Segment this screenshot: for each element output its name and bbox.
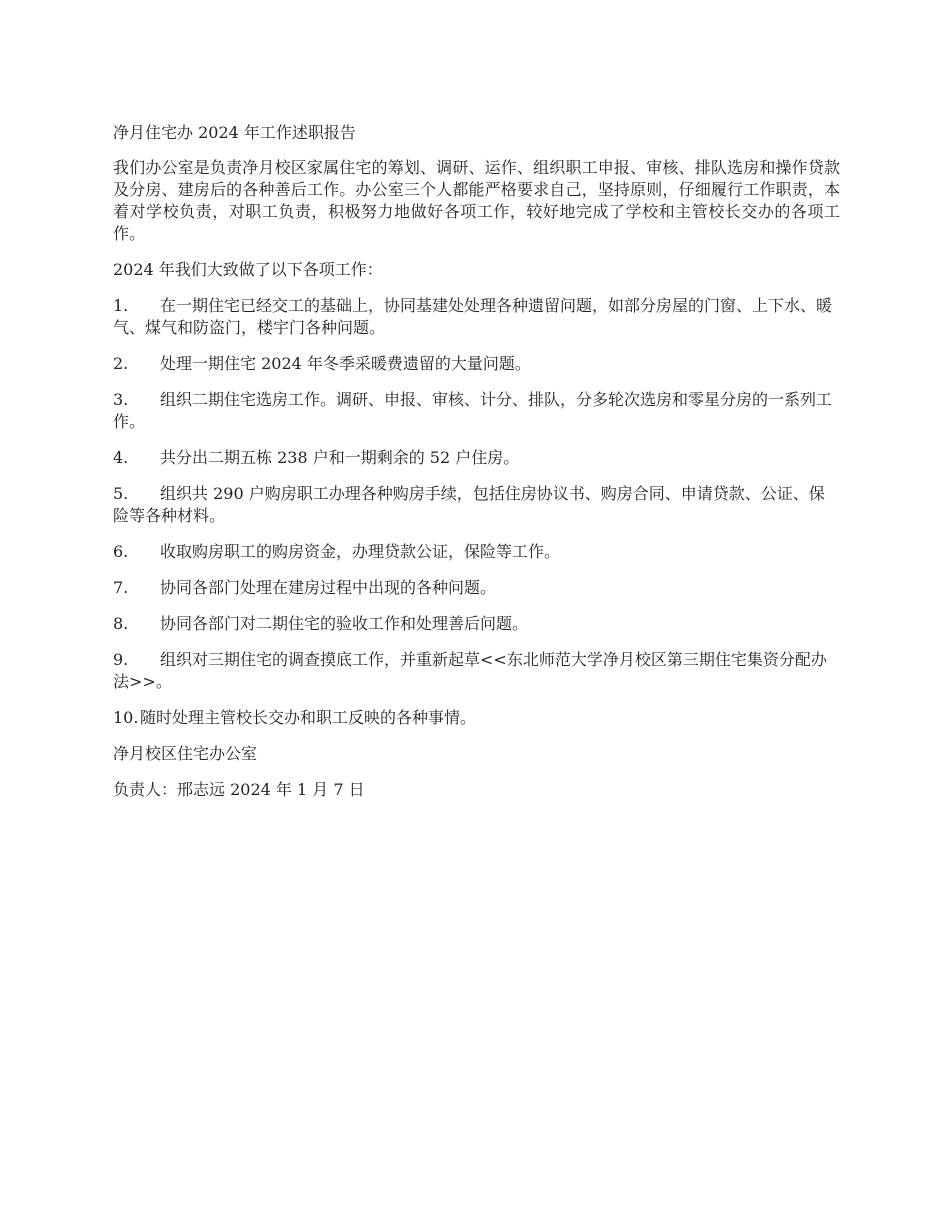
item-text: 共分出二期五栋 238 户和一期剩余的 52 户住房。	[160, 448, 520, 467]
item-text: 随时处理主管校长交办和职工反映的各种事情。	[140, 708, 477, 727]
item-number: 4.	[113, 448, 129, 467]
list-item	[113, 541, 840, 563]
item-text: 组织二期住宅选房工作。调研、申报、审核、计分、排队，分多轮次选房和零星分房的一系列工作。	[113, 390, 833, 431]
office-name: 净月校区住宅办公室	[113, 744, 258, 763]
item-number: 7.	[113, 578, 129, 597]
item-text: 组织对三期住宅的调查摸底工作，并重新起草<<东北师范大学净月校区第三期住宅集资分配办法>>。	[113, 650, 827, 691]
list-item	[113, 389, 840, 433]
item-number: 8.	[113, 614, 129, 633]
item-number: 3.	[113, 390, 129, 409]
list-item	[113, 707, 840, 729]
list-item	[113, 483, 840, 527]
item-text: 收取购房职工的购房资金，办理贷款公证，保险等工作。	[160, 542, 561, 561]
document-title: 净月住宅办 2024 年工作述职报告	[113, 123, 356, 142]
list-item	[113, 649, 840, 693]
item-number: 5.	[113, 484, 129, 503]
item-text: 协同各部门处理在建房过程中出现的各种问题。	[160, 578, 497, 597]
item-number: 10.	[113, 708, 139, 727]
list-item	[113, 353, 840, 375]
item-text: 处理一期住宅 2024 年冬季采暖费遗留的大量问题。	[160, 354, 531, 373]
list-item	[113, 447, 840, 469]
list-item	[113, 613, 840, 635]
work-item-list	[113, 295, 840, 729]
item-number: 1.	[113, 296, 129, 315]
item-number: 2.	[113, 354, 129, 373]
item-text: 协同各部门对二期住宅的验收工作和处理善后问题。	[160, 614, 529, 633]
signature-line: 负责人：邢志远 2024 年 1 月 7 日	[113, 780, 365, 799]
list-item	[113, 295, 840, 339]
list-item	[113, 577, 840, 599]
item-number: 6.	[113, 542, 129, 561]
summary-heading: 2024 年我们大致做了以下各项工作：	[113, 260, 383, 279]
intro-paragraph: 我们办公室是负责净月校区家属住宅的筹划、调研、运作、组织职工申报、审核、排队选房和操作贷款及分房、建房后的各种善后工作。办公室三个人都能严格要求自己，坚持原则，仔细履行工作职责，本着对学校负责，对职工负责，积极努力地做好各项工作，较好地完成了学校和主管校长交办的各项工作。	[113, 158, 840, 243]
item-text: 组织共 290 户购房职工办理各种购房手续，包括住房协议书、购房合同、申请贷款、公证、保险等各种材料。	[113, 484, 825, 525]
item-text: 在一期住宅已经交工的基础上，协同基建处处理各种遗留问题，如部分房屋的门窗、上下水、暖气、煤气和防盗门，楼宇门各种问题。	[113, 296, 833, 337]
item-number: 9.	[113, 650, 129, 669]
